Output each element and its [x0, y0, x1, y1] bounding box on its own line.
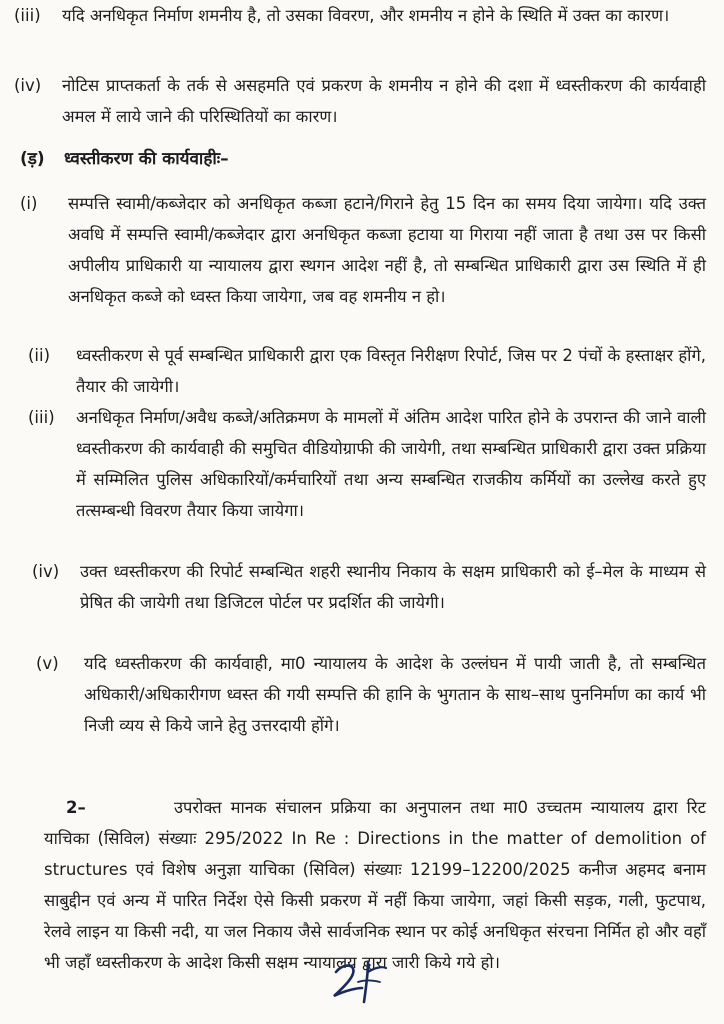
item-marker: (i) — [20, 194, 38, 213]
paragraph-2 — [44, 792, 706, 978]
item-text: नोटिस प्राप्तकर्ता के तर्क से असहमति एवं प्रकरण के शमनीय न होने की दशा में ध्वस्तीकरण की कार्यवाही अमल में लाये जाने की परिस्थितियों का कारण। — [62, 76, 706, 126]
handwritten-signature — [328, 958, 398, 1004]
list-item-iii-top — [14, 0, 706, 62]
list-item-v — [36, 648, 706, 772]
paragraph-text: उपरोक्त मानक संचालन प्रक्रिया का अनुपालन तथा मा0 उच्चतम न्यायालय द्वारा रिट याचिका (सिविल) संख्याः 295/2022 In Re : Directions in the matter of demolition of structures एवं विशेष अनुज्ञा याचिका (सिविल) संख्याः 12199–12200/2025 कनीज अहमद बनाम साबुद्दीन एवं अन्य में पारित निर्देश ऐसे किसी प्रकरण में नहीं किया जायेगा, जहां किसी सड़क, गली, फुटपाथ, रेलवे लाइन या किसी नदी, या जल निकाय जैसे सार्वजनिक स्थान पर कोई अनधिकृत संरचना निर्मित हो और वहाँ भी जहाँ ध्वस्तीकरण के आदेश किसी सक्षम न्यायालय द्वारा जारी किये गये हो। — [44, 798, 706, 972]
item-text: यदि ध्वस्तीकरण की कार्यवाही, मा0 न्यायालय के आदेश के उल्लंघन में पायी जाती है, तो सम्बन्धित अधिकारी/अधिकारीगण ध्वस्त की गयी सम्पत्ति की हानि के भुगतान के साथ–साथ पुननिर्माण का कार्य भी निजी व्यय से किये जाने हेतु उत्तरदायी होंगे। — [84, 654, 706, 735]
section-heading — [20, 144, 620, 175]
list-item-i — [20, 188, 706, 343]
list-item-iii — [28, 402, 706, 557]
item-marker: (v) — [36, 654, 59, 673]
item-marker: (iii) — [28, 408, 55, 427]
section-marker: (ड़) — [20, 149, 45, 169]
item-text: ध्वस्तीकरण से पूर्व सम्बन्धित प्राधिकारी द्वारा एक विस्तृत निरीक्षण रिपोर्ट, जिस पर 2 पंचों के हस्ताक्षर होंगे, तैयार की जायेगी। — [76, 346, 706, 396]
section-title: ध्वस्तीकरण की कार्यवाहीः– — [64, 149, 229, 169]
list-item-iv — [32, 556, 706, 649]
paragraph-number: 2– — [66, 798, 86, 817]
list-item-iv-top — [14, 70, 706, 132]
item-text: उक्त ध्वस्तीकरण की रिपोर्ट सम्बन्धित शहरी स्थानीय निकाय के सक्षम प्राधिकारी को ई–मेल के माध्यम से प्रेषित की जायेगी तथा डिजिटल पोर्टल पर प्रदर्शित की जायेगी। — [80, 562, 706, 612]
list-item-ii — [28, 340, 706, 402]
item-text: सम्पत्ति स्वामी/कब्जेदार को अनधिकृत कब्जा हटाने/गिराने हेतु 15 दिन का समय दिया जायेगा। यदि उक्त अवधि में सम्पत्ति स्वामी/कब्जेदार द्वारा अनधिकृत कब्जा हटाया या गिराया नहीं जाता है तथा उस पर किसी अपीलीय प्राधिकारी या न्यायालय द्वारा स्थगन आदेश नहीं है, तो सम्बन्धित प्राधिकारी द्वारा उस स्थिति में ही अनधिकृत कब्जे को ध्वस्त किया जायेगा, जब वह शमनीय न हो। — [68, 194, 706, 306]
item-marker: (iii) — [14, 6, 41, 25]
item-text: अनधिकृत निर्माण/अवैध कब्जे/अतिक्रमण के मामलों में अंतिम आदेश पारित होने के उपरान्त की जाने वाली ध्वस्तीकरण की कार्यवाही की समुचित वीडियोग्राफी की जायेगी, तथा सम्बन्धित प्राधिकारी द्वारा उक्त प्रक्रिया में सम्मिलित पुलिस अधिकारियों/कर्मचारियों तथा अन्य सम्बन्धित राजकीय कर्मियों का उल्लेख करते हुए तत्सम्बन्धी विवरण तैयार किया जायेगा। — [76, 408, 706, 520]
item-text: यदि अनधिकृत निर्माण शमनीय है, तो उसका विवरण, और शमनीय न होने के स्थिति में उक्त का कारण। — [62, 6, 670, 25]
item-marker: (ii) — [28, 346, 51, 365]
item-marker: (iv) — [32, 562, 60, 581]
item-marker: (iv) — [14, 76, 42, 95]
